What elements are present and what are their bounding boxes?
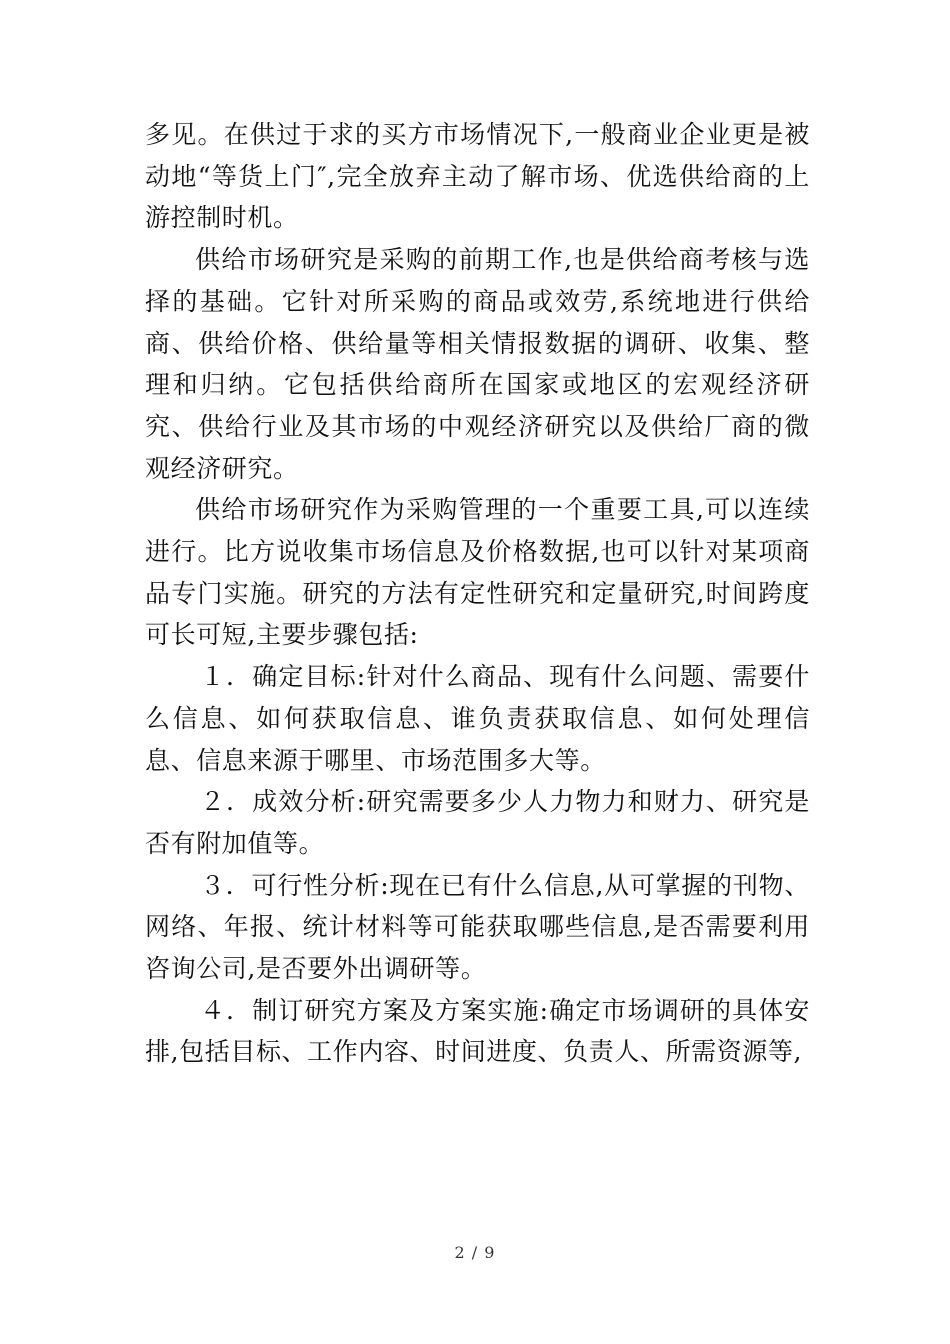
list-item-step-4: ４．制订研究方案及方案实施:确定市场调研的具体安排,包括目标、工作内容、时间进度、负责人、所需资源等,	[145, 995, 810, 1067]
page-number: 2 / 9	[454, 1243, 496, 1262]
paragraph-research-tool: 供给市场研究作为采购管理的一个重要工具,可以连续进行。比方说收集市场信息及价格数据,也可以针对某项商品专门实施。研究的方法有定性研究和定量研究,时间跨度可长可短,主要步骤包括:	[145, 495, 810, 650]
list-item-step-3: ３．可行性分析:现在已有什么信息,从可掌握的刊物、网络、年报、统计材料等可能获取哪些信息,是否需要利用咨询公司,是否要外出调研等。	[145, 870, 810, 984]
paragraph-continuation: 多见。在供过于求的买方市场情况下,一般商业企业更是被动地“等货上门″,完全放弃主动了解市场、优选供给商的上游控制时机。	[145, 120, 810, 233]
document-body	[145, 114, 810, 1073]
list-item-step-1: １．确定目标:针对什么商品、现有什么问题、需要什么信息、如何获取信息、谁负责获取信息、如何处理信息、信息来源于哪里、市场范围多大等。	[145, 662, 810, 775]
paragraph-supply-market-research: 供给市场研究是采购的前期工作,也是供给商考核与选择的基础。它针对所采购的商品或效劳,系统地进行供给商、供给价格、供给量等相关情报数据的调研、收集、整理和归纳。它包括供给商所在国家或地区的宏观经济研究、供给行业及其市场的中观经济研究以及供给厂商的微观经济研究。	[145, 245, 810, 483]
list-item-step-2: ２．成效分析:研究需要多少人力物力和财力、研究是否有附加值等。	[145, 787, 810, 858]
